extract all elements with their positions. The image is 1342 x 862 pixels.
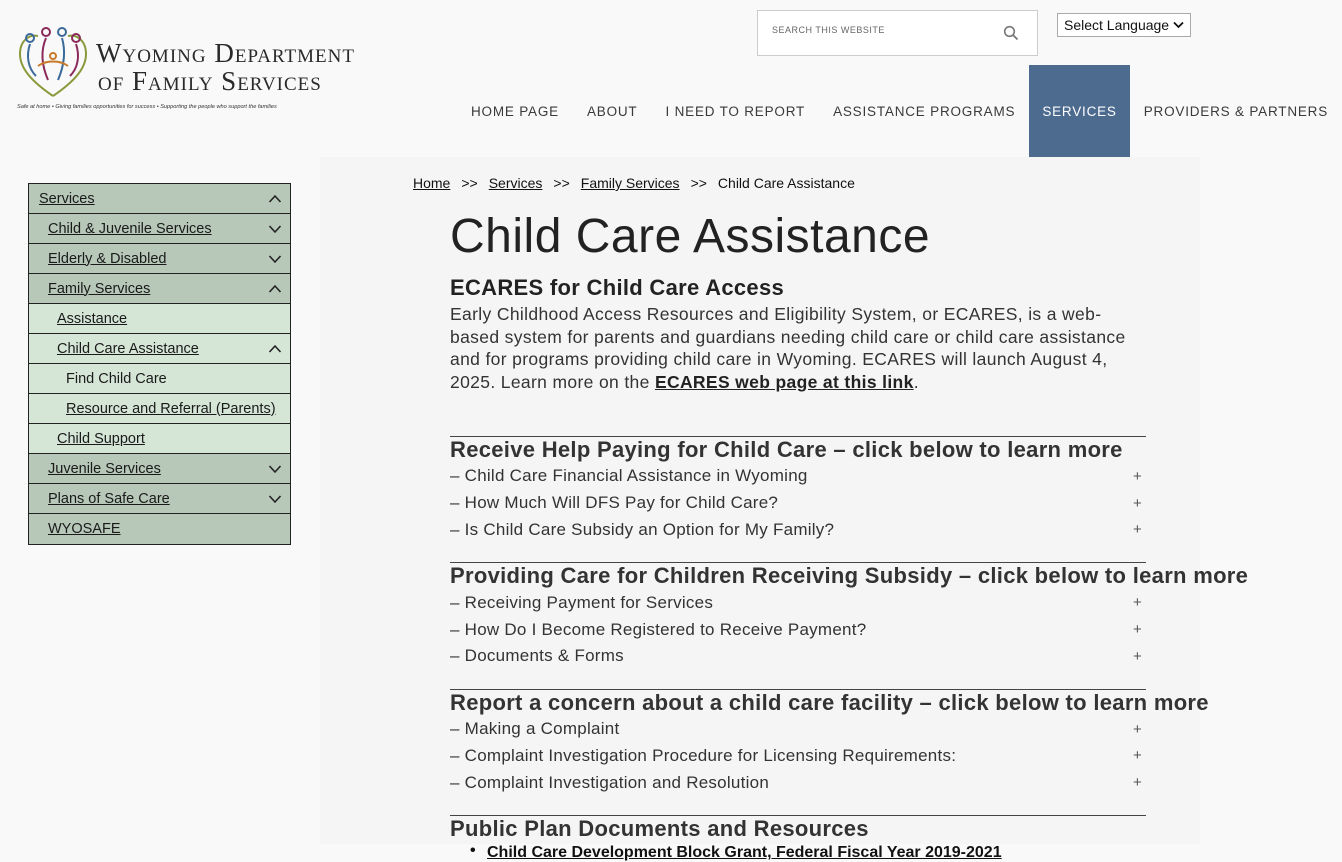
accordion-item-label: – Making a Complaint — [450, 719, 620, 739]
nav-i-need-to-report[interactable]: I NEED TO REPORT — [665, 103, 806, 119]
accordion-section — [450, 562, 1249, 669]
breadcrumb-family-services[interactable]: Family Services — [580, 175, 680, 191]
breadcrumb-separator: >> — [690, 175, 707, 191]
sidebar-item-label: Family Services — [48, 280, 151, 297]
sidebar-item-label: Resource and Referral (Parents) — [66, 400, 276, 417]
language-select-label: Select Language — [1064, 17, 1170, 33]
sidebar-item-plans-of-safe-care[interactable] — [29, 484, 290, 514]
sidebar-item-resource-referral[interactable] — [29, 394, 290, 424]
sidebar-item-label: Elderly & Disabled — [48, 250, 167, 267]
accordion-item[interactable] — [450, 743, 1146, 770]
accordion-item-label: – Complaint Investigation and Resolution — [450, 772, 770, 792]
accordion-item-label: – Child Care Financial Assistance in Wyoming — [450, 466, 808, 486]
top-navigation — [457, 65, 1342, 157]
accordion-item-label: – How Much Will DFS Pay for Child Care? — [450, 493, 779, 513]
accordion-section — [450, 436, 1146, 543]
breadcrumb — [413, 175, 855, 191]
chevron-down-icon[interactable] — [268, 222, 282, 236]
accordion-item[interactable] — [450, 716, 1146, 743]
plus-icon[interactable]: + — [1132, 467, 1142, 485]
intro-text: Early Childhood Access Resources and Eligibility System, or ECARES, is a web-based system for parents and guardians needing child care or child care assistance and for programs providing child care in Wyoming. ECARES will launch August 4, 2025. Learn more on the — [450, 304, 1126, 392]
sidebar-item-label: Services — [39, 190, 95, 207]
accordion-item-label: – Documents & Forms — [450, 646, 624, 666]
accordion-item[interactable] — [450, 490, 1146, 517]
document-link[interactable] — [450, 844, 1146, 862]
sidebar-item-elderly-disabled[interactable] — [29, 244, 290, 274]
sidebar-item-find-child-care[interactable] — [29, 364, 290, 394]
chevron-down-icon[interactable] — [268, 492, 282, 506]
sidebar-item-label: Child & Juvenile Services — [48, 220, 212, 237]
chevron-up-icon[interactable] — [268, 192, 282, 206]
site-header — [0, 0, 1329, 157]
sidebar-item-services[interactable] — [29, 184, 290, 214]
intro-end: . — [913, 371, 919, 392]
sidebar-item-label: Juvenile Services — [48, 460, 161, 477]
accordion-section — [450, 689, 1209, 796]
chevron-down-icon — [1173, 21, 1184, 29]
chevron-up-icon[interactable] — [268, 282, 282, 296]
ecares-link[interactable]: ECARES web page at this link — [654, 371, 914, 392]
plus-icon[interactable]: + — [1132, 594, 1142, 612]
logo-title-line1: Wyoming Department — [96, 38, 355, 68]
accordion-item[interactable] — [450, 517, 1146, 544]
accordion-item[interactable] — [450, 643, 1146, 670]
sidebar-item-label: Plans of Safe Care — [48, 490, 170, 507]
sidebar-item-assistance[interactable] — [29, 304, 290, 334]
breadcrumb-separator: >> — [461, 175, 478, 191]
plus-icon[interactable]: + — [1132, 647, 1142, 665]
sidebar-item-label: Find Child Care — [66, 370, 167, 387]
accordion-item[interactable] — [450, 769, 1146, 796]
breadcrumb-services[interactable]: Services — [488, 175, 543, 191]
sidebar-item-label: Child Care Assistance — [57, 340, 199, 357]
chevron-up-icon[interactable] — [268, 342, 282, 356]
accordion-item-label: – How Do I Become Registered to Receive Payment? — [450, 619, 867, 639]
chevron-down-icon[interactable] — [268, 252, 282, 266]
breadcrumb-separator: >> — [553, 175, 570, 191]
accordion-item-label: – Receiving Payment for Services — [450, 592, 714, 612]
breadcrumb-current: Child Care Assistance — [717, 175, 855, 191]
section-title: Providing Care for Children Receiving Subsidy – click below to learn more — [450, 563, 1249, 589]
ecares-heading: ECARES for Child Care Access — [450, 275, 785, 300]
main-content — [320, 157, 1249, 862]
accordion-item-label: – Is Child Care Subsidy an Option for My Family? — [450, 519, 835, 539]
section-title: Public Plan Documents and Resources — [450, 816, 869, 842]
document-link-label: Child Care Development Block Grant, Federal Fiscal Year 2019-2021 — [487, 844, 1002, 862]
accordion-item-label: – Complaint Investigation Procedure for Licensing Requirements: — [450, 745, 957, 765]
bullet-icon: • — [470, 842, 476, 860]
ecares-intro — [450, 303, 1146, 393]
sidebar-item-label: Child Support — [57, 430, 145, 447]
search-icon[interactable] — [1003, 25, 1019, 41]
section-title: Receive Help Paying for Child Care – click below to learn more — [450, 437, 1123, 462]
accordion-item[interactable] — [450, 616, 1146, 643]
breadcrumb-home[interactable]: Home — [413, 175, 451, 191]
page-title: Child Care Assistance — [450, 210, 931, 263]
nav-home-page[interactable]: HOME PAGE — [471, 103, 559, 119]
section-title: Report a concern about a child care facility – click below to learn more — [450, 689, 1209, 715]
sidebar-item-child-care-assistance[interactable] — [29, 334, 290, 364]
search-box — [757, 10, 1038, 56]
article-body — [450, 275, 1249, 862]
nav-services[interactable]: SERVICES — [1029, 65, 1129, 157]
nav-providers-partners[interactable]: PROVIDERS & PARTNERS — [1143, 103, 1329, 119]
logo-tagline: Safe at home • Giving families opportunities for success • Supporting the people who support the families — [17, 104, 277, 110]
logo-title-line2: of Family Services — [98, 66, 322, 96]
plus-icon[interactable]: + — [1132, 774, 1142, 792]
site-logo[interactable] — [14, 26, 374, 118]
chevron-down-icon[interactable] — [268, 462, 282, 476]
search-input[interactable] — [772, 25, 992, 35]
nav-about[interactable]: ABOUT — [586, 103, 638, 119]
sidebar-item-child-support[interactable] — [29, 424, 290, 454]
sidebar-item-label: Assistance — [57, 310, 128, 327]
sidebar-item-wyosafe[interactable] — [29, 514, 290, 544]
plus-icon[interactable]: + — [1132, 521, 1142, 539]
plus-icon[interactable]: + — [1132, 747, 1142, 765]
nav-assistance-programs[interactable]: ASSISTANCE PROGRAMS — [833, 103, 1016, 119]
plus-icon[interactable]: + — [1132, 720, 1142, 738]
sidebar-item-label: WYOSAFE — [48, 521, 121, 537]
sidebar-item-child-juvenile-services[interactable] — [29, 214, 290, 244]
sidebar-item-family-services[interactable] — [29, 274, 290, 304]
plus-icon[interactable]: + — [1132, 621, 1142, 639]
accordion-item[interactable] — [450, 463, 1146, 490]
accordion-item[interactable] — [450, 589, 1146, 616]
sidebar-nav — [28, 183, 291, 545]
family-emblem-icon — [16, 26, 90, 98]
sidebar-item-juvenile-services[interactable] — [29, 454, 290, 484]
public-plan-section — [450, 815, 1146, 862]
plus-icon[interactable]: + — [1132, 494, 1142, 512]
language-select[interactable] — [1057, 13, 1191, 37]
